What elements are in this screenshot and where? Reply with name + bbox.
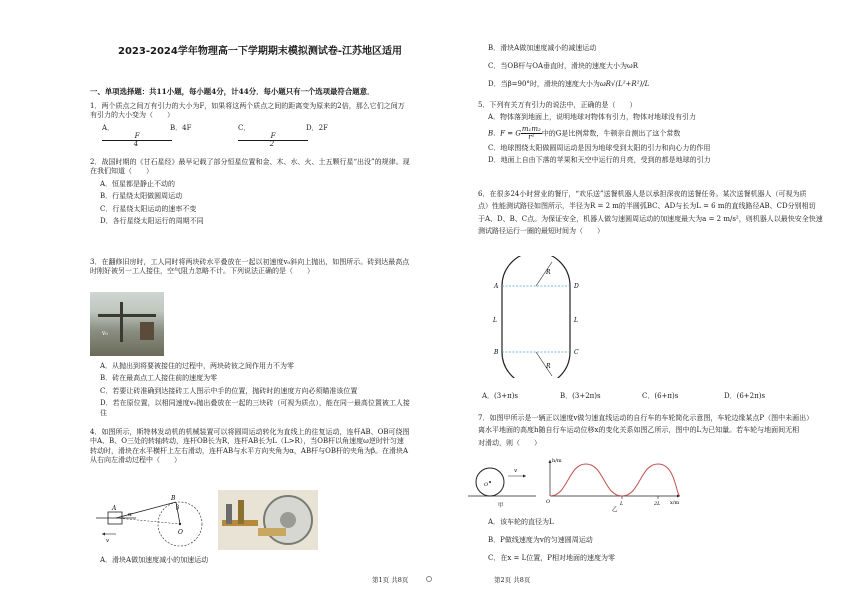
question-4-stem: 4．如图所示，斯特林发动机的机械装置可以将圆周运动转化为直线上的往复运动，连杆AB、OB可绕图中A、B、O三处的转轴转动，连杆OB长为R，连杆AB长为L（L>R），当OB杆以角速度ω逆时针匀速转动时，滑块在水平横杆上左右滑动，连杆AB与水平方向夹角为α，AB杆与OB杆的夹角为β。在滑块A从右向左滑动过程中（ ） xyxy=(90,428,410,465)
question-2-stem: 2．战国时期的《甘石星经》最早记载了部分恒星位置和金、木、水、火、土五颗行星“出没”的规律。现在我们知道（ ） xyxy=(90,158,410,176)
question-4-photo xyxy=(218,490,318,550)
question-1-option-a: A． $\frac{F}{4}$ xyxy=(102,124,170,148)
question-4-option-d: D．当β=90°时，滑块的速度大小为ωR√(L²+R²)/L xyxy=(488,80,650,88)
q7-fig-yi: 乙 xyxy=(612,507,618,512)
question-7 xyxy=(478,414,828,451)
question-7-height-graph xyxy=(540,456,690,512)
q7-tick-l: L xyxy=(620,501,624,507)
question-5 xyxy=(478,101,818,169)
footer-left: 第1页 共8页 xyxy=(372,576,409,584)
q7-label-v: v xyxy=(514,468,518,474)
question-7-stem-line-1: 7．如图甲所示是一辆正以速度v做匀速直线运动的自行车的车轮简化示意图，车轮边缘某点P（图中未画出） xyxy=(478,414,814,422)
question-3-options xyxy=(90,362,410,421)
question-2-option-c: C．行星绕太阳运动的速率不变 xyxy=(100,204,197,213)
question-2 xyxy=(90,158,410,230)
question-6-option-b: B．(3+2π)s xyxy=(560,392,601,400)
question-1-option-c: C． $\frac{F}{2}$ xyxy=(238,124,306,148)
question-5-option-d: D．地面上自由下落的苹果和天空中运行的月亮，受到的都是地球的引力 xyxy=(488,156,711,165)
question-1-stem: 1．两个质点之间万有引力的大小为F，如果将这两个质点之间的距离变为原来的2倍，那么它们之间万有引力的大小变为（ ） xyxy=(90,102,405,120)
footer-right: 第2页 共8页 xyxy=(494,576,531,584)
q7-tick-2l: 2L xyxy=(654,501,661,507)
question-6-option-c: C．(6+π)s xyxy=(642,392,679,400)
question-7-option-a: A．该车轮的直径为L xyxy=(488,518,554,526)
question-4-diagram xyxy=(96,490,216,550)
question-1-options xyxy=(102,124,410,148)
question-6-stem-line-2: 点）性能测试路径如图所示，半径为R = 2 m的半圆弧BC、AD与长为L = 6 m的直线路径AB、CD分别相切 xyxy=(478,202,816,211)
question-4-option-c: C．当OB杆与OA垂直时，滑块的速度大小为ωR xyxy=(488,62,639,70)
q4-label-v: v xyxy=(106,538,110,544)
q4-label-beta: β xyxy=(176,505,180,511)
q4-label-o: O xyxy=(178,529,183,536)
question-4-option-b: B．滑块A做加速度减小的减速运动 xyxy=(488,44,597,52)
q6-label-c: C xyxy=(574,349,579,356)
question-3-v0-label: v₀ xyxy=(102,330,108,337)
question-5-option-b: B．F = G $\frac{\text{m₁m₂}}{\text{r²}}$ 中的G是比例常数，牛顿亲自测出了这个常数 xyxy=(488,124,681,141)
q7-origin: O xyxy=(546,499,551,505)
question-1-option-d: D．2F xyxy=(306,123,328,132)
question-2-option-d: D．各行星绕太阳运行的周期不同 xyxy=(100,217,204,226)
q6-label-b: B xyxy=(494,349,499,356)
question-6-stem-line-3: 于A、D、B、C点。为保证安全，机器人做匀速圆周运动的加速度最大为a = 2 m/s²，则机器人以最快安全快速 xyxy=(478,214,823,223)
question-6-stem-line-1: 6．在很多24小时营业的餐厅，“欢乐送”送餐机器人是以承担深夜的送餐任务。某次送餐机器人（可视为质 xyxy=(478,190,807,198)
question-7-stem-line-2: 离水平地面的高度h随自行车运动位移x的变化关系如图乙所示，图中的L为已知量。若车轮与地面间无相 xyxy=(478,426,800,435)
q6-label-l-left: L xyxy=(493,317,497,324)
question-2-option-b: B．行星绕太阳做圆周运动 xyxy=(100,192,183,201)
q4-label-b: B xyxy=(171,495,176,502)
question-6-stem-line-4: 测试路径运行一圈的最短时间为（ ） xyxy=(478,227,604,236)
q7-label-o1: O xyxy=(484,482,489,488)
question-1 xyxy=(90,102,410,152)
question-7-stem-line-3: 对滑动，则（ ） xyxy=(478,438,541,447)
question-7-option-b: B．P做线速度为v的匀速圆周运动 xyxy=(488,536,593,544)
question-3-stem: 3．在翻修旧房时，工人同时将两块砖水平叠放在一起以初速度v₀斜向上抛出，如图所示。砖到达最高点时刚好被另一工人接住，空气阻力忽略不计。下列说法正确的是（ ） xyxy=(90,258,410,276)
question-3 xyxy=(90,258,410,280)
question-3-option-a: A．从抛出到将要被接住的过程中，两块砖彼之间作用力不为零 xyxy=(100,362,295,370)
question-1-option-b: B．4F xyxy=(170,123,192,132)
question-7-option-c: C．在x = L位置，P相对地面的速度为零 xyxy=(488,554,615,562)
question-4 xyxy=(90,428,410,469)
q6-label-l-right: L xyxy=(574,317,578,324)
question-3-photo xyxy=(90,292,164,356)
q7-axis-h: h/m xyxy=(552,458,562,464)
q4-label-alpha: α xyxy=(128,512,132,518)
question-6 xyxy=(478,190,828,240)
question-6-option-a: A．(3+π)s xyxy=(482,392,519,400)
question-6-track-diagram xyxy=(492,256,582,378)
section-heading: 一、单项选择题：共11小题，每小题4分，计44分．每小题只有一个选项最符合题意． xyxy=(90,87,375,96)
q7-axis-x: x/m xyxy=(670,500,680,506)
q6-label-r-top: R xyxy=(546,269,551,276)
q6-label-r-bottom: R xyxy=(546,363,551,370)
q4-label-a: A xyxy=(112,505,117,512)
question-5-stem: 5．下列有关万有引力的说法中，正确的是（ ） xyxy=(478,101,637,109)
question-7-wheel-diagram xyxy=(468,458,538,510)
question-6-option-d: D．(6+2π)s xyxy=(724,392,766,400)
question-3-option-b: B．砖在最高点工人接住前的速度为零 xyxy=(100,374,218,383)
question-3-option-c: C．若要让砖准确到达接砖工人图示中手的位置，抛砖时的速度方向必须瞄准该位置 xyxy=(100,386,358,395)
q7-fig-jia: 甲 xyxy=(498,503,504,509)
question-4-option-a: A．滑块A做加速度减小的加速运动 xyxy=(100,556,209,564)
question-2-option-a: A．恒星都是静止不动的 xyxy=(100,179,176,188)
right-page xyxy=(430,0,860,608)
q6-label-d: D xyxy=(574,283,579,290)
document-title: 2023-2024学年物理高一下学期期末模拟测试卷-江苏地区适用 xyxy=(118,46,402,57)
q6-label-a: A xyxy=(494,283,499,290)
question-5-option-c: C．地球围绕太阳做圆周运动是因为地球受到太阳的引力和向心力的作用 xyxy=(488,143,711,152)
question-3-option-d: D．若在原位置，以相同速度v₀抛出叠放在一起的三块砖（可视为质点），能在同一最高位置被工人接住 xyxy=(100,399,410,417)
question-5-option-a: A．物体落到地面上，说明地球对物体有引力，物体对地球没有引力 xyxy=(488,113,697,122)
